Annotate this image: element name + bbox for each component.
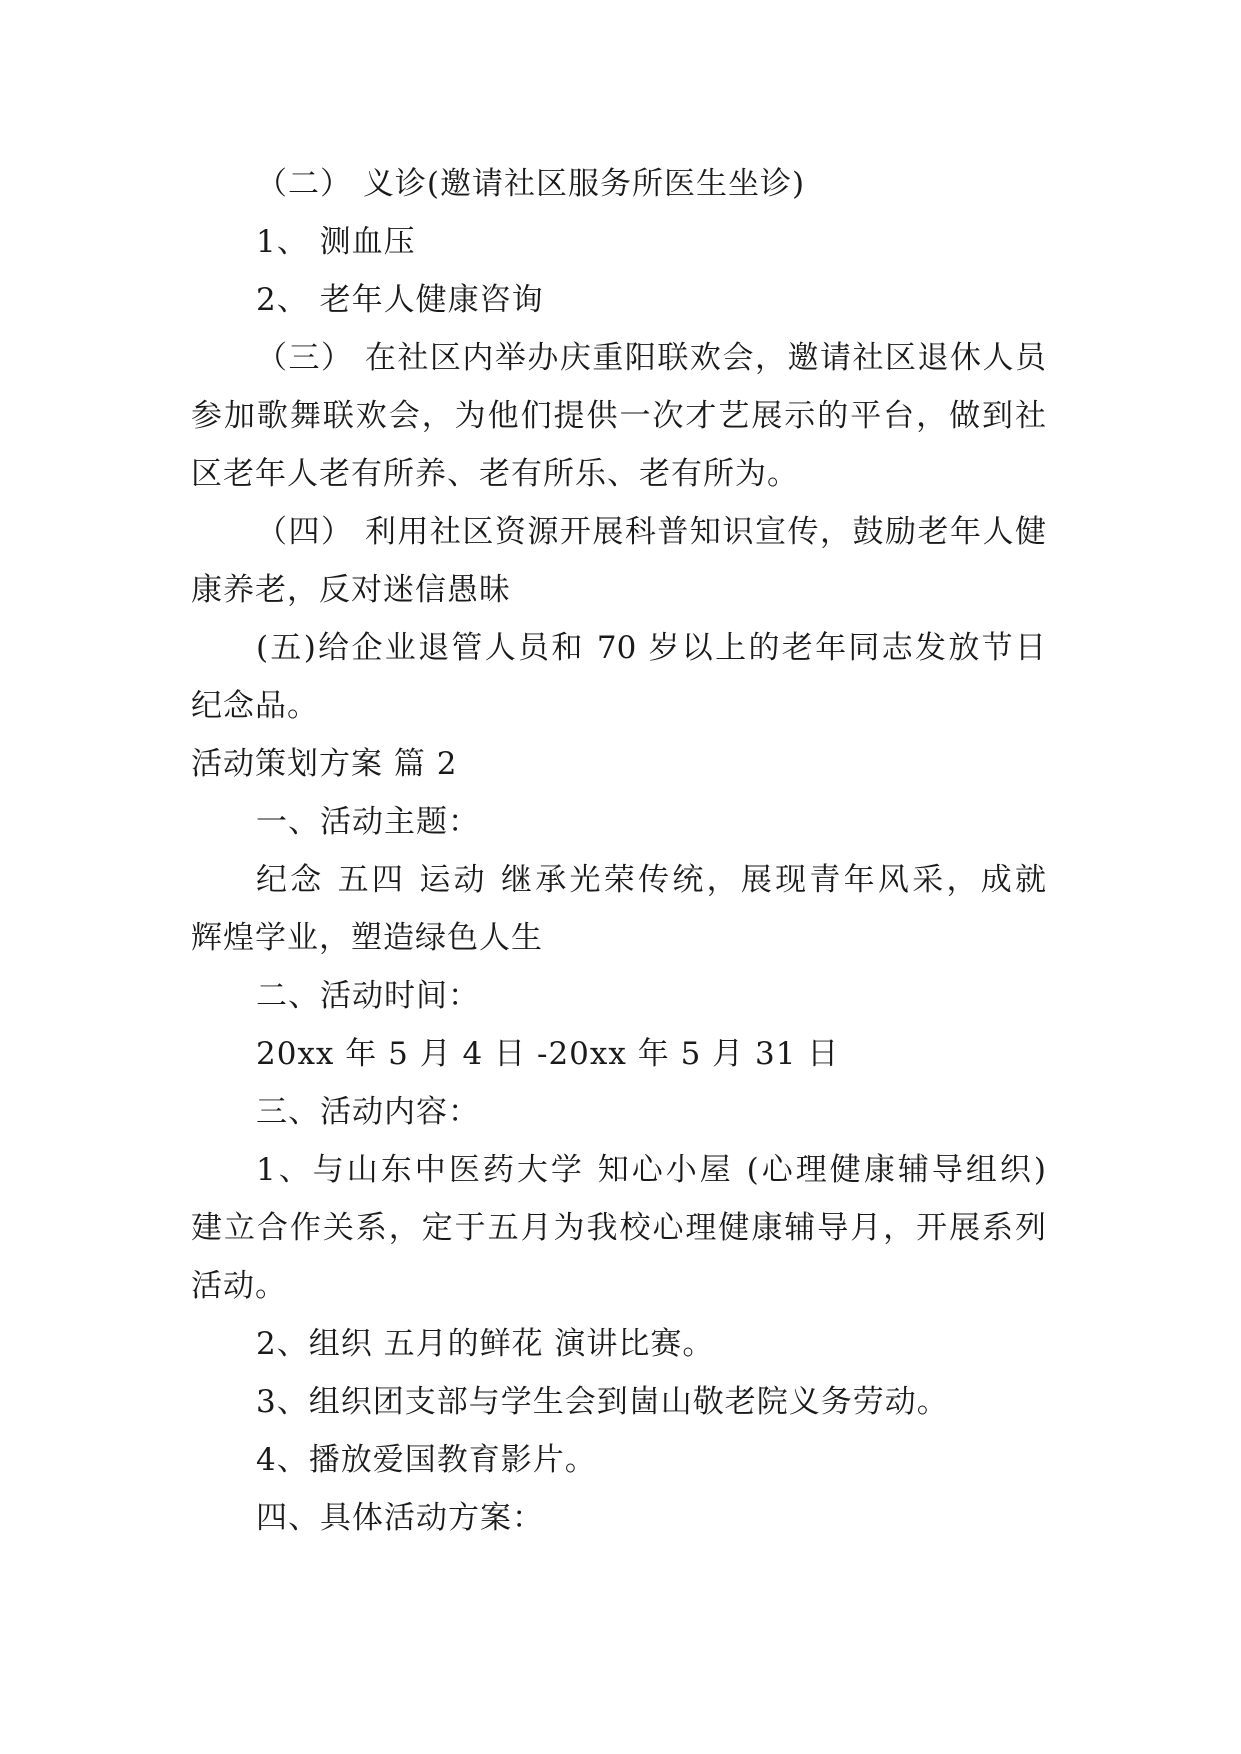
paragraph-line: (五)给企业退管人员和 70 岁以上的老年同志发放节日 (256, 630, 1046, 666)
list-item-health-consult: 2、 老年人健康咨询 (256, 282, 544, 318)
paragraph-line: 活动。 (191, 1268, 287, 1304)
section-heading: 三、活动内容： (256, 1094, 480, 1130)
paragraph-line: （三） 在社区内举办庆重阳联欢会，邀请社区退休人员 (256, 340, 1046, 376)
paragraph-line: 纪念 五四 运动 继承光荣传统，展现青年风采，成就 (256, 862, 1046, 898)
section-heading: 四、具体活动方案： (256, 1500, 544, 1536)
list-item: 4、播放爱国教育影片。 (256, 1442, 597, 1478)
section-heading: 一、活动主题： (256, 804, 480, 840)
paragraph-line: 参加歌舞联欢会，为他们提供一次才艺展示的平台，做到社 (191, 398, 1046, 434)
paragraph-line: 建立合作关系，定于五月为我校心理健康辅导月，开展系列 (191, 1210, 1046, 1246)
list-item-blood-pressure: 1、 测血压 (256, 224, 416, 260)
article-title: 活动策划方案 篇 2 (191, 746, 458, 782)
paragraph-line: （四） 利用社区资源开展科普知识宣传，鼓励老年人健 (256, 514, 1046, 550)
paragraph-line: 辉煌学业，塑造绿色人生 (191, 920, 543, 956)
paragraph-line: 纪念品。 (191, 688, 319, 724)
paragraph-line: 区老年人老有所养、老有所乐、老有所为。 (191, 456, 799, 492)
paragraph-line: 1、与山东中医药大学 知心小屋 (心理健康辅导组织) (256, 1152, 1046, 1188)
paragraph-line: 20xx 年 5 月 4 日 -20xx 年 5 月 31 日 (256, 1036, 840, 1072)
section-heading-free-clinic: （二） 义诊(邀请社区服务所医生坐诊) (256, 166, 806, 202)
paragraph-line: 康养老，反对迷信愚昧 (191, 572, 511, 608)
section-heading: 二、活动时间： (256, 978, 480, 1014)
list-item: 2、组织 五月的鲜花 演讲比赛。 (256, 1326, 715, 1362)
list-item: 3、组织团支部与学生会到崮山敬老院义务劳动。 (256, 1384, 949, 1420)
